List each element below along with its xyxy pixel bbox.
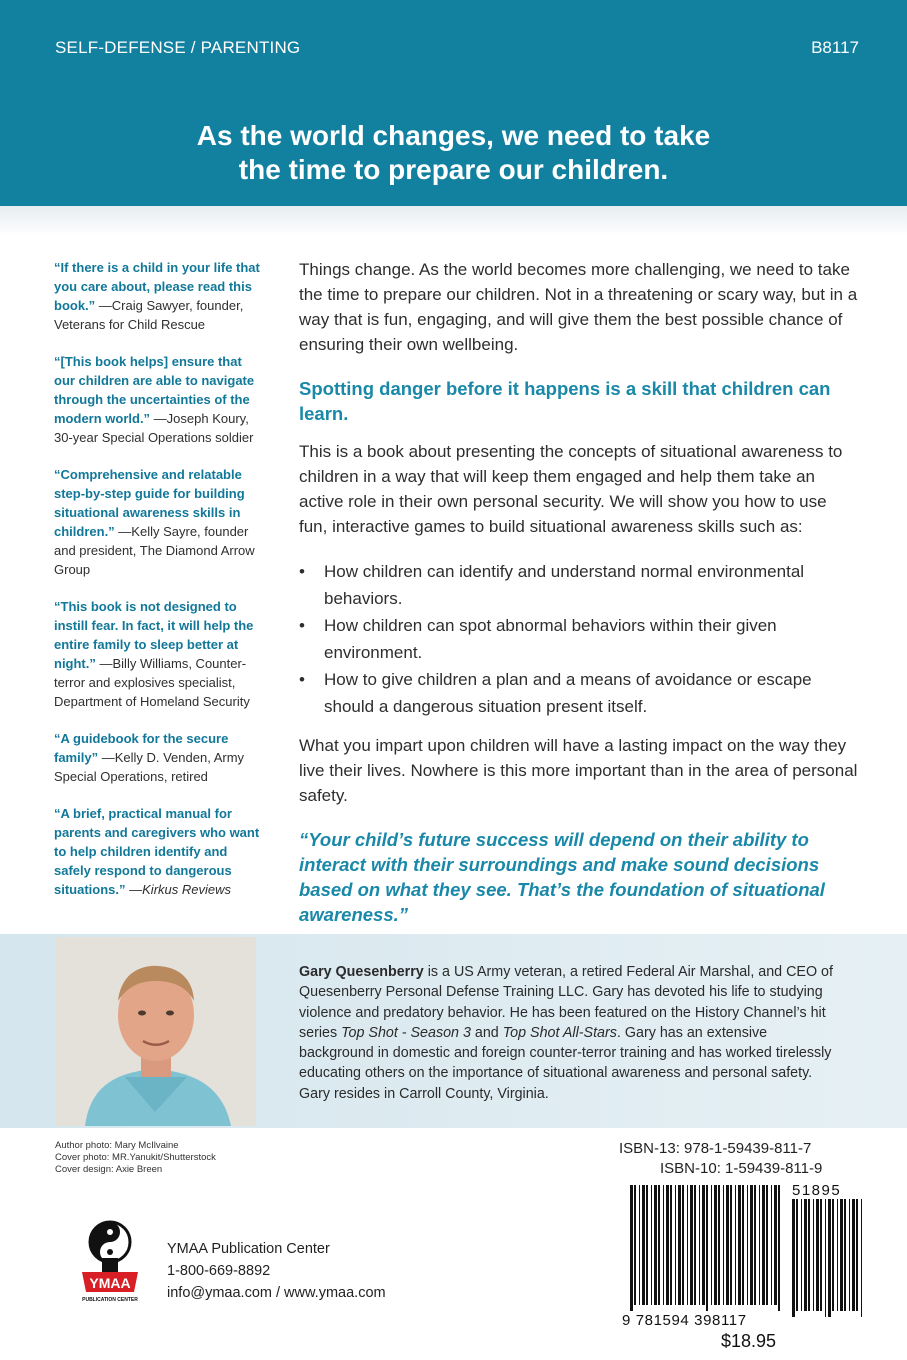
- barcode-bar: [675, 1185, 676, 1305]
- barcode-bar: [730, 1185, 732, 1305]
- barcode-bar: [639, 1185, 640, 1305]
- endorsement-attribution: —Kelly D. Venden, Army Special Operations, retired: [54, 750, 245, 784]
- headline: [0, 119, 907, 187]
- subheading: Spotting danger before it happens is a skill that children can learn.: [299, 378, 831, 424]
- barcode-bar: [642, 1185, 645, 1305]
- barcode-bar: [832, 1199, 834, 1311]
- barcode-bar: [808, 1199, 810, 1311]
- list-item: [299, 666, 859, 720]
- barcode-bar: [796, 1199, 798, 1311]
- bio-text: and: [470, 1024, 503, 1041]
- bullet-icon: •: [299, 670, 305, 689]
- barcode-bar: [718, 1185, 720, 1305]
- endorsement: [54, 804, 264, 899]
- price: $18.95: [721, 1331, 777, 1351]
- author-portrait-icon: [55, 937, 256, 1126]
- barcode-bar: [687, 1185, 688, 1305]
- bullet-icon: •: [299, 616, 305, 635]
- author-bio: [299, 962, 839, 1104]
- barcode-bar: [778, 1185, 780, 1311]
- endorsement-attribution: —Billy Williams, Counter-terror and explosives specialist, Department of Homeland Security: [54, 656, 250, 709]
- barcode-bar: [825, 1199, 826, 1317]
- publisher-name: YMAA Publication Center: [167, 1241, 330, 1257]
- headline-line-2: the time to prepare our children.: [238, 154, 669, 185]
- endorsement-attribution: —Craig Sawyer, founder, Veterans for Child Rescue: [54, 298, 244, 332]
- barcode-bar: [634, 1185, 636, 1305]
- barcode: [620, 1183, 865, 1326]
- barcode-bar: [759, 1185, 760, 1305]
- endorsement: [54, 729, 264, 786]
- publisher-phone: 1-800-669-8892: [167, 1263, 271, 1279]
- endorsement-text: “If there is a child in your life that you care about, please read this book.”: [54, 260, 260, 313]
- barcode-bar: [792, 1199, 795, 1317]
- headline-line-1: As the world changes, we need to take: [196, 120, 711, 151]
- list-item-text: How children can spot abnormal behaviors within their given environment.: [324, 616, 777, 662]
- barcode-bar: [711, 1185, 712, 1305]
- barcode-bar: [813, 1199, 814, 1311]
- barcode-bar: [849, 1199, 850, 1311]
- author-photo-credit: Author photo: Mary McIlvaine: [55, 1140, 179, 1151]
- bullet-icon: •: [299, 562, 305, 581]
- barcode-bar: [837, 1199, 838, 1311]
- barcode-bar: [663, 1185, 664, 1305]
- barcode-bar: [754, 1185, 756, 1305]
- cover-design-credit: Cover design: Axie Breen: [55, 1164, 163, 1175]
- credits: [55, 1140, 216, 1176]
- barcode-bar: [714, 1185, 717, 1305]
- category-label: SELF-DEFENSE / PARENTING: [55, 38, 301, 57]
- barcode-bar: [699, 1185, 700, 1305]
- product-code: B8117: [811, 38, 859, 57]
- barcode-bar: [646, 1185, 648, 1305]
- barcode-bar: [762, 1185, 765, 1305]
- barcode-bar: [735, 1185, 736, 1305]
- intro-paragraph: Things change. As the world becomes more challenging, we need to take the time to prepare our children. Not in a threatening or scary way, but in a way that is fun, engaging, and will give them the best possible chance of ensuring their own wellbeing.: [299, 260, 858, 354]
- endorsements-column: [54, 258, 264, 917]
- endorsement-attribution: —Kelly Sayre, founder and president, The Diamond Arrow Group: [54, 524, 255, 577]
- barcode-bar: [654, 1185, 657, 1305]
- barcode-bar: [651, 1185, 652, 1305]
- barcode-bar: [766, 1185, 768, 1305]
- logo-text: YMAA: [89, 1275, 131, 1291]
- bio-text: is a US Army veteran, a retired Federal Air Marshal, and CEO of Quesenberry Personal Defense Training LLC. Gary has devoted his life to studying violence and predatory behavior. He has been featured on the History Channel’s hit series: [299, 964, 833, 1041]
- barcode-digits: 9 781594 398117: [622, 1312, 747, 1326]
- isbn-10: ISBN-10: 1-59439-811-9: [660, 1160, 823, 1177]
- attribution-prefix: —: [125, 882, 143, 897]
- endorsement-text: “Comprehensive and relatable step-by-step guide for building situational awareness skills in children.”: [54, 467, 245, 539]
- publisher-info: [167, 1238, 386, 1304]
- banner-fade: [0, 206, 907, 236]
- barcode-bar: [856, 1199, 858, 1311]
- barcode-bar: [750, 1185, 753, 1305]
- endorsement: [54, 258, 264, 334]
- barcode-bar: [630, 1185, 633, 1311]
- endorsement: [54, 465, 264, 579]
- body-paragraph: This is a book about presenting the concepts of situational awareness to children in a way that will keep them engaged and help them take an active role in their own personal security. We will show you how to use fun, interactive games to build situational awareness skills such as:: [299, 442, 843, 536]
- cover-photo-credit: Cover photo: MR.Yanukit/Shutterstock: [55, 1152, 216, 1163]
- endorsement: [54, 597, 264, 711]
- top-banner: [0, 0, 907, 206]
- barcode-bar: [774, 1185, 777, 1305]
- show-title: Top Shot All-Stars: [502, 1024, 617, 1041]
- closing-paragraph: What you impart upon children will have a lasting impact on the way they live their lives. Nowhere is this more important than in the area of personal safety.: [299, 736, 858, 805]
- barcode-bar: [816, 1199, 819, 1311]
- barcode-bar: [820, 1199, 822, 1311]
- barcode-bar: [738, 1185, 741, 1305]
- pull-quote: “Your child’s future success will depend on their ability to interact with their surroundings and make sound decisions based on what they see. That’s the foundation of situational awareness.”: [299, 829, 825, 925]
- barcode-bar: [804, 1199, 807, 1311]
- list-item-text: How to give children a plan and a means of avoidance or escape should a dangerous situation present itself.: [324, 670, 812, 716]
- ymaa-logo-icon: [78, 1218, 142, 1304]
- barcode-bar: [666, 1185, 669, 1305]
- author-photo: [55, 937, 256, 1126]
- barcode-bar: [742, 1185, 744, 1305]
- attribution-source: Kirkus Reviews: [142, 882, 231, 897]
- endorsement: [54, 352, 264, 447]
- barcode-bar: [844, 1199, 846, 1311]
- endorsement-text: “This book is not designed to instill fear. In fact, it will help the entire family to sleep better at night.”: [54, 599, 254, 671]
- barcode-bar: [828, 1199, 831, 1317]
- show-title: Top Shot - Season 3: [341, 1024, 471, 1041]
- logo-subtext: PUBLICATION CENTER: [82, 1297, 138, 1303]
- isbn-13: ISBN-13: 978-1-59439-811-7: [619, 1140, 812, 1157]
- barcode-addon-digits: 51895: [792, 1183, 842, 1199]
- barcode-bar: [801, 1199, 802, 1311]
- barcode-bar: [723, 1185, 724, 1305]
- endorsement-text: “A brief, practical manual for parents and caregivers who want to help children identify and safely respond to dangerous situations.”: [54, 806, 260, 897]
- barcode-bar: [771, 1185, 772, 1305]
- barcode-bar: [852, 1199, 855, 1311]
- endorsement-attribution: [126, 882, 231, 897]
- publisher-contact: info@ymaa.com / www.ymaa.com: [167, 1285, 386, 1301]
- barcode-bar: [747, 1185, 748, 1305]
- barcode-bar: [658, 1185, 660, 1305]
- list-item-text: How children can identify and understand normal environmental behaviors.: [324, 562, 805, 608]
- barcode-bar: [861, 1199, 862, 1317]
- barcode-bar: [840, 1199, 843, 1311]
- list-item: [299, 612, 859, 666]
- barcode-bar: [682, 1185, 684, 1305]
- barcode-bar: [694, 1185, 696, 1305]
- skills-list: [299, 558, 859, 720]
- endorsement-text: “[This book helps] ensure that our children are able to navigate through the uncertainties of the modern world.”: [54, 354, 255, 426]
- main-copy: [299, 257, 859, 927]
- barcode-bar: [678, 1185, 681, 1305]
- barcode-bar: [670, 1185, 672, 1305]
- barcode-bar: [706, 1185, 708, 1311]
- list-item: [299, 558, 859, 612]
- endorsement-attribution: —Joseph Koury, 30-year Special Operations soldier: [54, 411, 254, 445]
- barcode-bar: [702, 1185, 705, 1305]
- endorsement-text: “A guidebook for the secure family”: [54, 731, 229, 765]
- barcode-bar: [726, 1185, 729, 1305]
- barcode-bar: [690, 1185, 693, 1305]
- bio-text: . Gary has an extensive background in domestic and foreign counter-terror training and has worked tirelessly educating others on the importance of situational awareness and personal safety. Gary resides in Carroll County, Virginia.: [299, 1024, 832, 1102]
- author-name: Gary Quesenberry: [299, 964, 424, 980]
